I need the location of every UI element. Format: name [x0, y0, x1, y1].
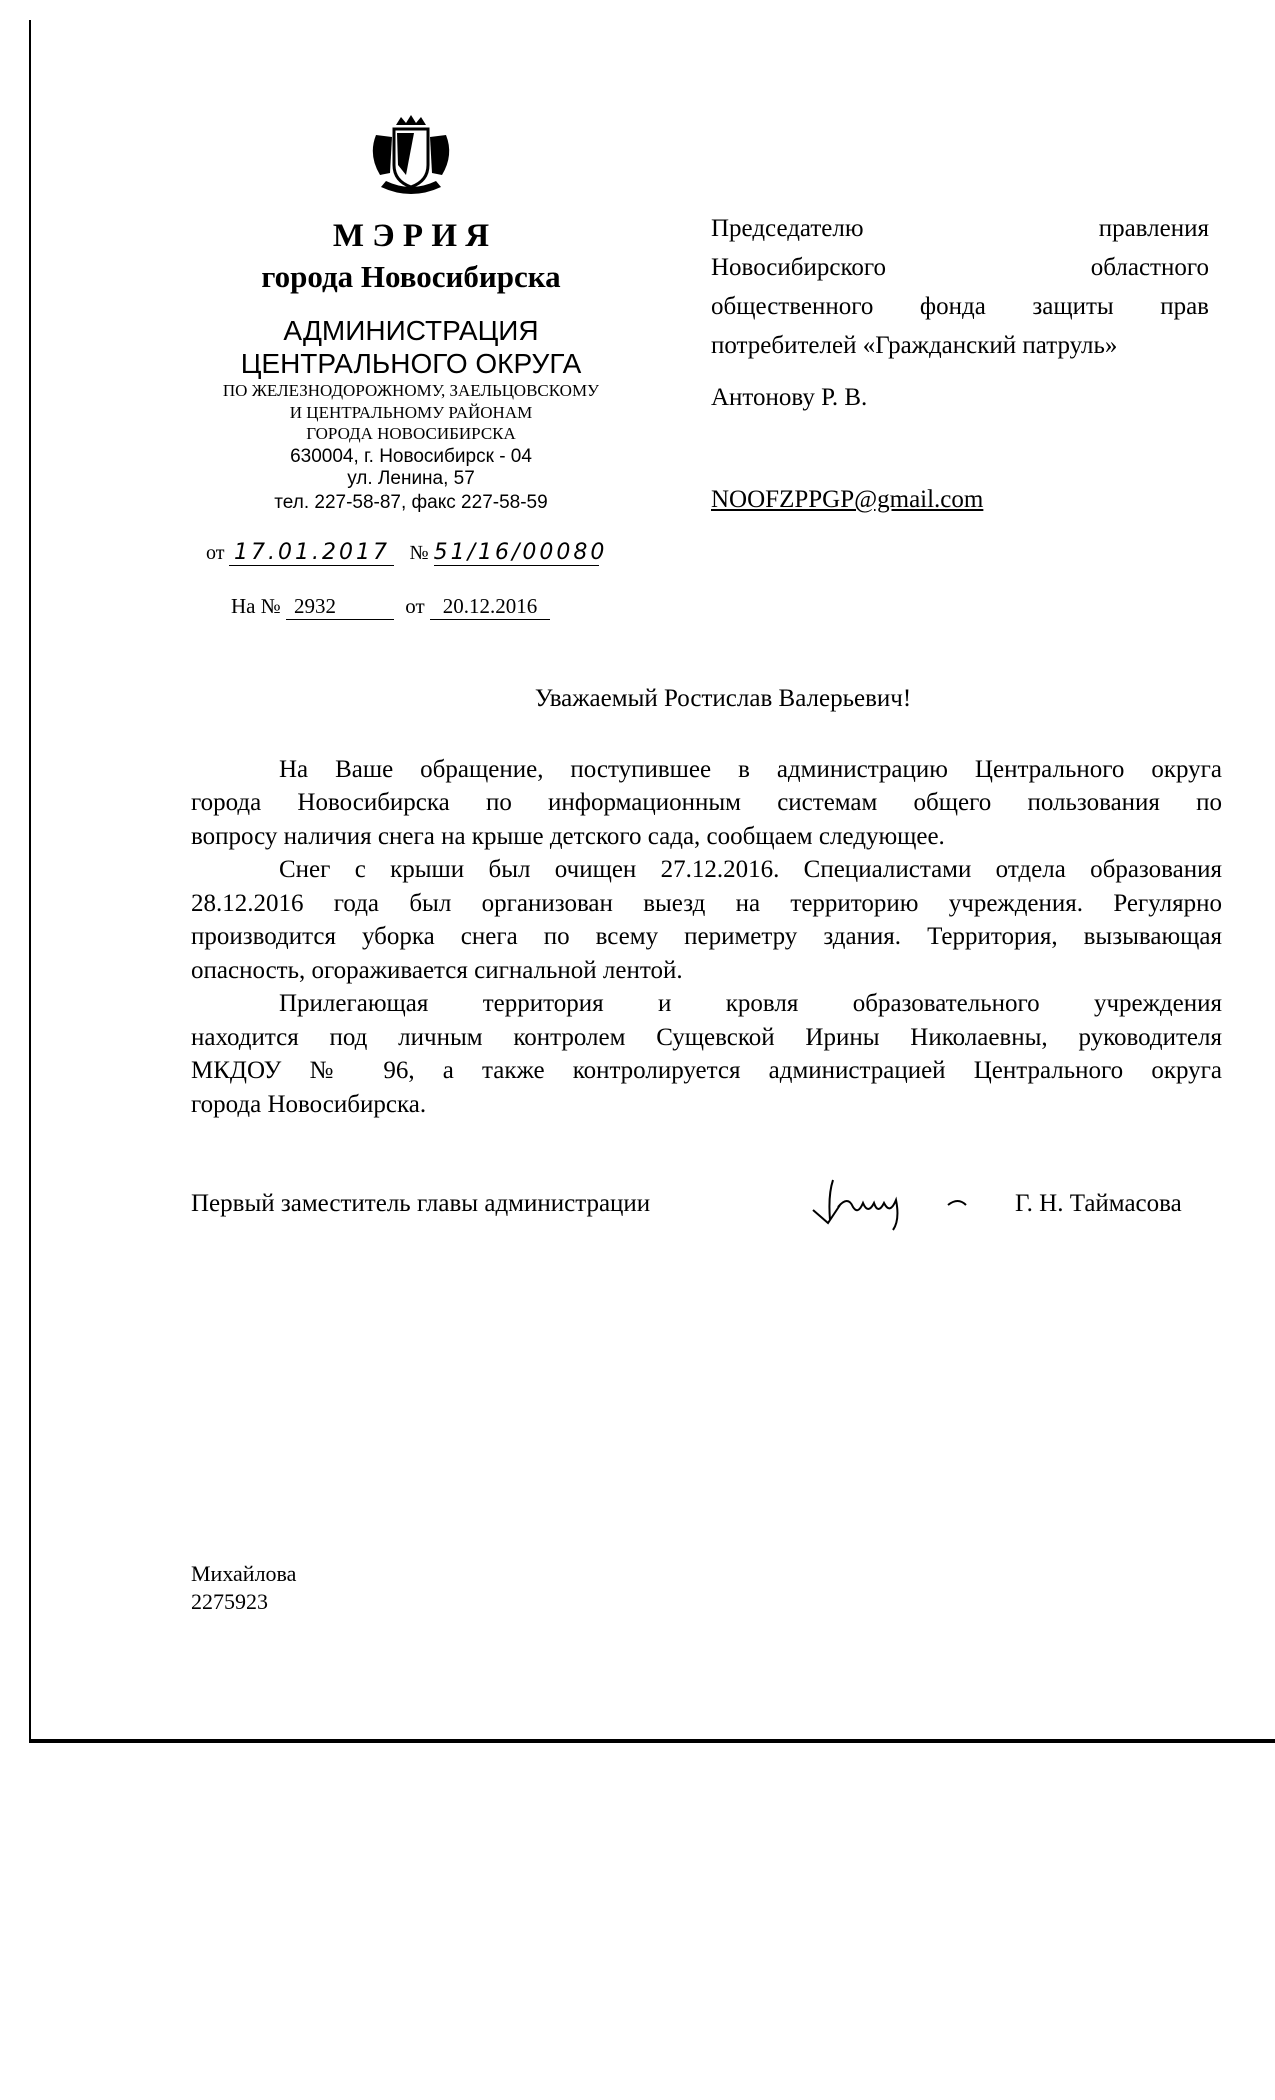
letterhead-sub1: ПО ЖЕЛЕЗНОДОРОЖНОМУ, ЗАЕЛЬЦОВСКОМУ	[222, 381, 600, 400]
scan-border-bottom	[29, 1739, 1275, 1743]
letterhead-city: города Новосибирска	[261, 259, 561, 294]
ref-date: 20.12.2016	[430, 594, 550, 620]
addressee-email[interactable]: NOOFZPPGP@gmail.com	[711, 486, 984, 513]
body-line: Снег с крыши был очищен 27.12.2016. Специалистами отдела образования	[279, 856, 1222, 883]
reference-line	[231, 594, 550, 620]
signatory-position: Первый заместитель главы администрации	[191, 1190, 651, 1217]
letterhead-address2: ул. Ленина, 57	[347, 468, 475, 489]
letterhead-admin: АДМИНИСТРАЦИЯ	[283, 315, 539, 346]
body-line: производится уборка снега по всему периметру здания. Территория, вызывающая	[191, 923, 1222, 950]
scan-border-left	[29, 20, 31, 1742]
registration-line	[206, 540, 608, 566]
body-line: опасность, огораживается сигнальной лентой.	[191, 957, 683, 984]
letterhead-sub3: ГОРОДА НОВОСИБИРСКА	[306, 424, 516, 443]
letterhead-district: ЦЕНТРАЛЬНОГО ОКРУГА	[240, 348, 582, 379]
body-line: МКДОУ № 96, а также контролируется администрацией Центрального округа	[191, 1057, 1222, 1084]
addressee-line: общественного фонда защиты прав	[711, 293, 1209, 320]
letterhead-phone: тел. 227-58-87, факс 227-58-59	[274, 492, 548, 513]
addressee-line: потребителей «Гражданский патруль»	[711, 332, 1118, 359]
addressee-name: Антонову Р. В.	[711, 384, 868, 411]
reg-number-label: №	[409, 542, 429, 564]
body-line: 28.12.2016 года был организован выезд на территорию учреждения. Регулярно	[191, 890, 1222, 917]
body-line: города Новосибирска.	[191, 1091, 427, 1118]
letterhead-address1: 630004, г. Новосибирск - 04	[290, 446, 532, 467]
body-line: вопросу наличия снега на крыше детского сада, сообщаем следующее.	[191, 823, 945, 850]
signatory-name: Г. Н. Таймасова	[1015, 1190, 1182, 1217]
executor-phone: 2275923	[191, 1589, 268, 1614]
coat-of-arms-icon	[366, 115, 456, 200]
reg-date: 17.01.2017	[229, 540, 394, 566]
body-line: На Ваше обращение, поступившее в администрацию Центрального округа	[279, 756, 1222, 783]
executor-name: Михайлова	[191, 1561, 297, 1586]
ref-number: 2932	[286, 594, 394, 620]
ref-number-label: На №	[231, 594, 281, 618]
ref-from-label: от	[405, 594, 425, 618]
addressee-line: Новосибирского областного	[711, 254, 1209, 281]
letterhead-sub2: И ЦЕНТРАЛЬНОМУ РАЙОНАМ	[289, 403, 533, 422]
body-line: Прилегающая территория и кровля образовательного учреждения	[279, 990, 1222, 1017]
reg-number: 51/16/00080	[433, 540, 608, 565]
handwritten-signature-icon	[808, 1175, 993, 1235]
greeting: Уважаемый Ростислав Валерьевич!	[534, 685, 912, 712]
body-line: находится под личным контролем Сущевской Ирины Николаевны, руководителя	[191, 1024, 1222, 1051]
body-line: города Новосибирска по информационным системам общего пользования по	[191, 789, 1222, 816]
addressee-line: Председателю правления	[711, 215, 1209, 242]
letterhead-title: М Э Р И Я	[332, 218, 490, 254]
reg-from-label: от	[206, 542, 225, 564]
